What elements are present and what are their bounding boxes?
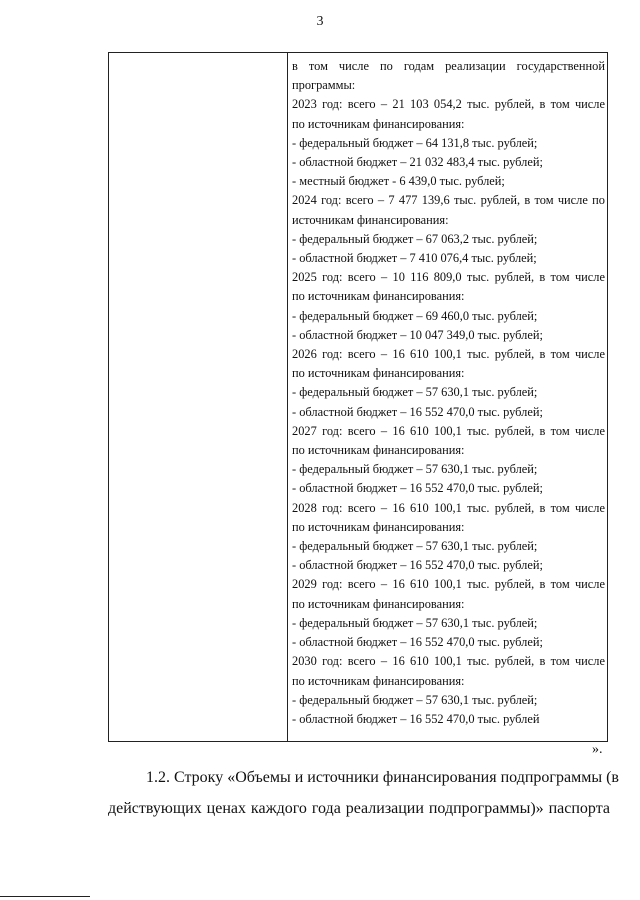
table-right-cell	[288, 53, 608, 742]
funding-line: источникам финансирования:	[292, 212, 449, 227]
funding-line: по источникам финансирования:	[292, 673, 465, 688]
funding-line: 2023 год: всего – 21 103 054,2 тыс. рублей, в том числе	[292, 97, 605, 112]
funding-line: - областной бюджет – 16 552 470,0 тыс. рублей;	[292, 481, 543, 496]
funding-line: по источникам финансирования:	[292, 519, 465, 534]
funding-line: по источникам финансирования:	[292, 443, 465, 458]
funding-line: программы:	[292, 78, 356, 93]
paragraph-line: 1.2. Строку «Объемы и источники финансирования подпрограммы (в	[146, 769, 619, 786]
funding-line: - федеральный бюджет – 67 063,2 тыс. рублей;	[292, 231, 538, 246]
table-left-cell	[109, 53, 288, 742]
funding-line: 2029 год: всего – 16 610 100,1 тыс. рублей, в том числе	[292, 577, 605, 592]
funding-line: - федеральный бюджет – 57 630,1 тыс. рублей;	[292, 615, 538, 630]
funding-line: - федеральный бюджет – 57 630,1 тыс. рублей;	[292, 692, 538, 707]
funding-table	[108, 52, 608, 742]
paragraph-line: действующих ценах каждого года реализации подпрограммы)» паспорта	[108, 800, 610, 817]
funding-line: - федеральный бюджет – 57 630,1 тыс. рублей;	[292, 462, 538, 477]
funding-line: 2027 год: всего – 16 610 100,1 тыс. рублей, в том числе	[292, 423, 605, 438]
table-row	[109, 53, 608, 742]
funding-line: в том числе по годам реализации государственной	[292, 59, 605, 73]
funding-line: по источникам финансирования:	[292, 366, 465, 381]
funding-line: - областной бюджет – 16 552 470,0 тыс. рублей	[292, 711, 540, 726]
funding-line: - федеральный бюджет – 64 131,8 тыс. рублей;	[292, 135, 538, 150]
funding-line: по источникам финансирования:	[292, 116, 465, 131]
funding-line: по источникам финансирования:	[292, 596, 465, 611]
funding-line: - федеральный бюджет – 57 630,1 тыс. рублей;	[292, 539, 538, 554]
footer-rule	[0, 896, 90, 897]
closing-quote: ».	[592, 742, 603, 757]
funding-line: - областной бюджет – 10 047 349,0 тыс. рублей;	[292, 327, 543, 342]
funding-line: - областной бюджет – 16 552 470,0 тыс. рублей;	[292, 404, 543, 419]
funding-line: - областной бюджет – 7 410 076,4 тыс. рублей;	[292, 251, 537, 266]
funding-line: - федеральный бюджет – 69 460,0 тыс. рублей;	[292, 308, 538, 323]
funding-line: по источникам финансирования:	[292, 289, 465, 304]
page-number: 3	[316, 14, 324, 29]
funding-line: 2025 год: всего – 10 116 809,0 тыс. рублей, в том числе	[292, 270, 605, 285]
funding-line: 2026 год: всего – 16 610 100,1 тыс. рублей, в том числе	[292, 347, 605, 362]
funding-line: 2028 год: всего – 16 610 100,1 тыс. рублей, в том числе	[292, 500, 605, 515]
funding-line: - областной бюджет – 16 552 470,0 тыс. рублей;	[292, 635, 543, 650]
funding-line: - местный бюджет - 6 439,0 тыс. рублей;	[292, 174, 505, 189]
funding-line: - областной бюджет – 16 552 470,0 тыс. рублей;	[292, 558, 543, 573]
funding-line: 2024 год: всего – 7 477 139,6 тыс. рублей, в том числе по	[292, 193, 605, 208]
funding-line: - федеральный бюджет – 57 630,1 тыс. рублей;	[292, 385, 538, 400]
funding-line: 2030 год: всего – 16 610 100,1 тыс. рублей, в том числе	[292, 654, 605, 669]
funding-line: - областной бюджет – 21 032 483,4 тыс. рублей;	[292, 155, 543, 170]
